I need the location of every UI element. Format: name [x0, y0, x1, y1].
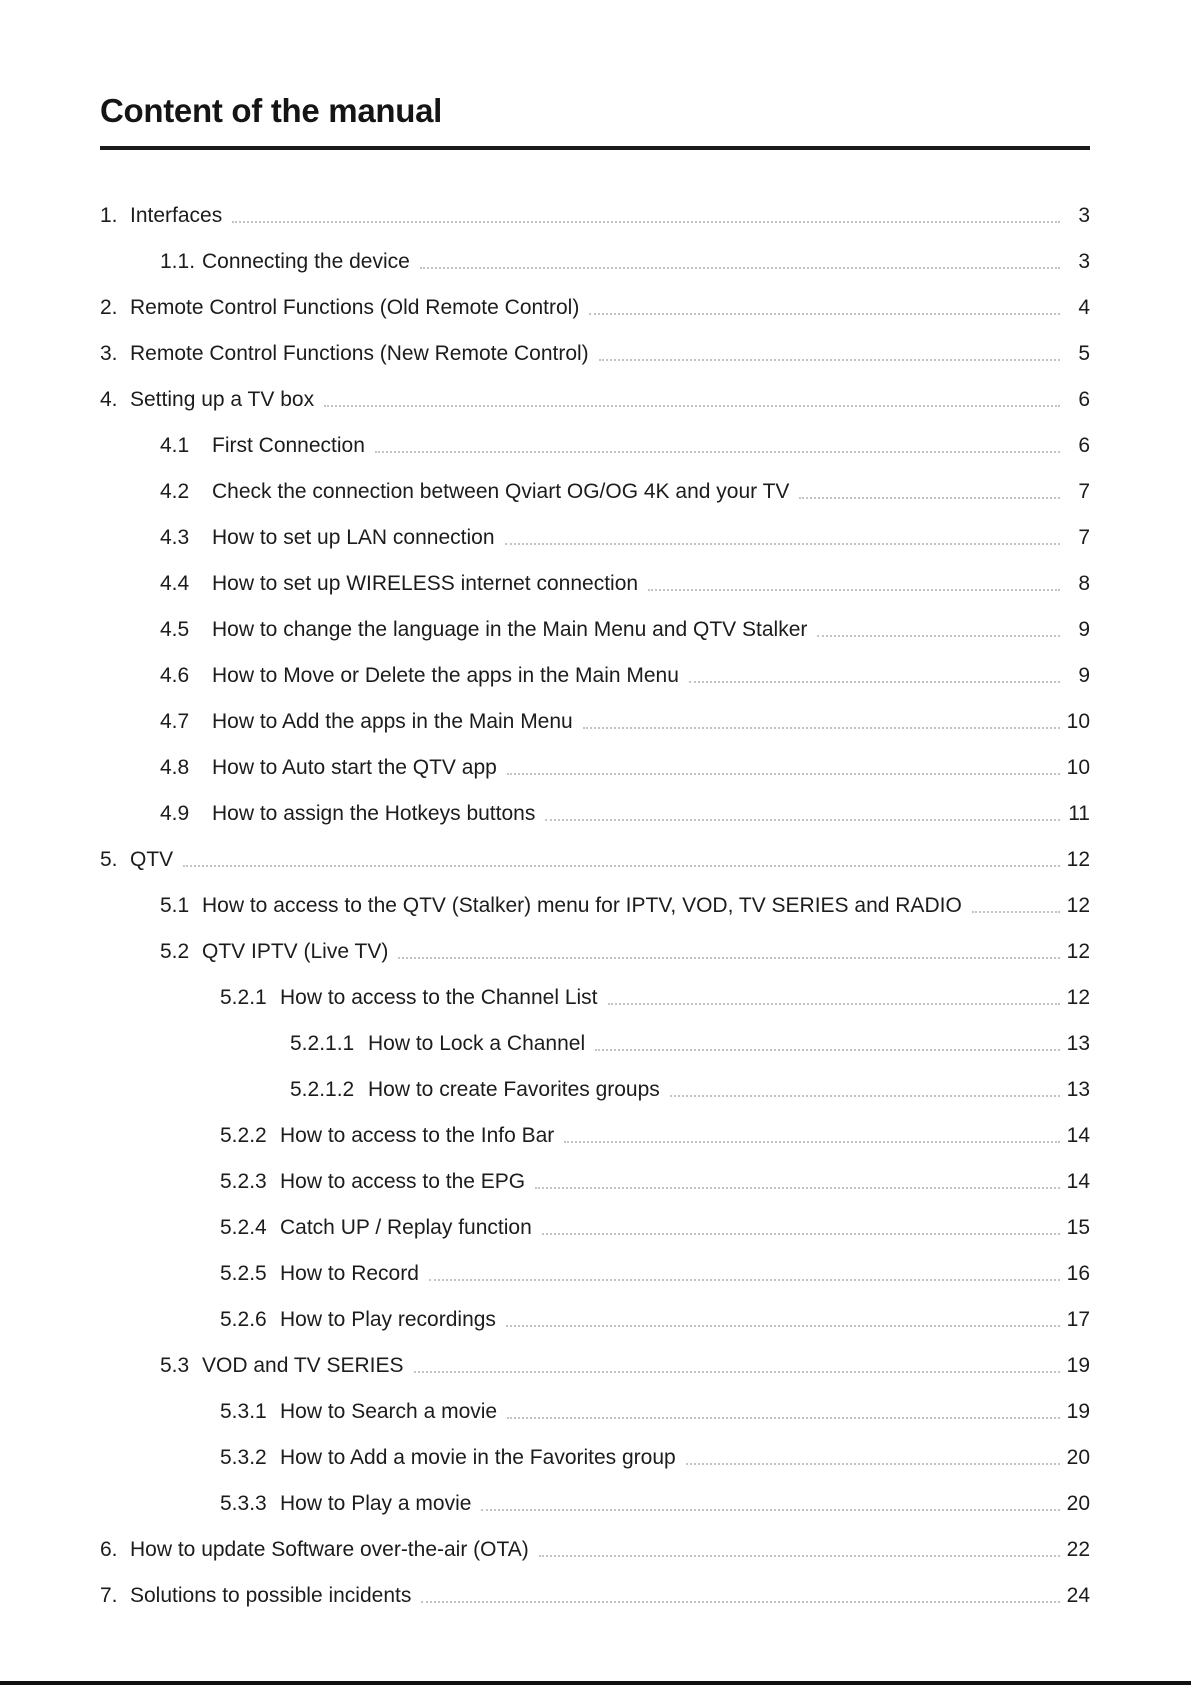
toc-entry-number: 4.8 — [160, 756, 190, 779]
toc-entry-page-number: 19 — [1066, 1354, 1090, 1377]
toc-entry-page-number: 10 — [1066, 710, 1090, 733]
toc-entry-number: 5.2.5 — [220, 1262, 267, 1285]
toc-entry-number: 6. — [100, 1538, 118, 1561]
toc-entry-title: How to Play a movie — [280, 1492, 472, 1515]
toc-entry-title: VOD and TV SERIES — [202, 1354, 404, 1377]
toc-entry-title: How to update Software over-the-air (OTA) — [130, 1538, 529, 1561]
toc-entry-title: How to access to the Info Bar — [280, 1124, 555, 1147]
dot-leader — [324, 377, 1060, 407]
toc-entry[interactable] — [0, 699, 1191, 745]
toc-entry-number: 2. — [100, 296, 118, 319]
toc-entry-number: 5.2 — [160, 940, 190, 963]
toc-entry[interactable] — [0, 1435, 1191, 1481]
toc-entry[interactable] — [0, 285, 1191, 331]
toc-entry[interactable] — [0, 1159, 1191, 1205]
toc-entry-number: 4.5 — [160, 618, 190, 641]
toc-entry-page-number: 20 — [1066, 1446, 1090, 1469]
dot-leader — [599, 331, 1060, 361]
dot-leader — [507, 1389, 1060, 1419]
dot-leader — [595, 1021, 1060, 1051]
dot-leader — [583, 699, 1060, 729]
toc-entry-number: 4.2 — [160, 480, 190, 503]
toc-entry-title: QTV IPTV (Live TV) — [202, 940, 389, 963]
toc-entry-title: How to Add a movie in the Favorites group — [280, 1446, 676, 1469]
toc-entry[interactable] — [0, 745, 1191, 791]
toc-entry-page-number: 14 — [1066, 1170, 1090, 1193]
toc-entry-number: 5.2.1.1 — [290, 1032, 355, 1055]
toc-entry-title: How to create Favorites groups — [368, 1078, 660, 1101]
toc-entry-page-number: 3 — [1078, 250, 1090, 273]
toc-entry-number: 4.9 — [160, 802, 190, 825]
toc-entry[interactable] — [0, 1389, 1191, 1435]
toc-entry-page-number: 12 — [1066, 940, 1090, 963]
toc-entry[interactable] — [0, 975, 1191, 1021]
toc-entry-title: How to access to the EPG — [280, 1170, 526, 1193]
toc-entry-title: First Connection — [212, 434, 365, 457]
dot-leader — [420, 239, 1060, 269]
dot-leader — [564, 1113, 1060, 1143]
toc-entry-title: How to assign the Hotkeys buttons — [212, 802, 536, 825]
toc-entry-title: Remote Control Functions (New Remote Control) — [130, 342, 589, 365]
dot-leader — [542, 1205, 1060, 1235]
toc-entry-number: 4.1 — [160, 434, 190, 457]
toc-entry-page-number: 6 — [1078, 434, 1090, 457]
toc-entry-number: 5.3.2 — [220, 1446, 267, 1469]
toc-entry-page-number: 15 — [1066, 1216, 1090, 1239]
dot-leader — [539, 1527, 1060, 1557]
dot-leader — [421, 1573, 1060, 1603]
toc-entry-title: QTV — [130, 848, 174, 871]
toc-entry-number: 5.2.4 — [220, 1216, 267, 1239]
toc-entry-page-number: 13 — [1066, 1032, 1090, 1055]
toc-entry-number: 4.3 — [160, 526, 190, 549]
toc-entry-number: 5. — [100, 848, 118, 871]
toc-entry-page-number: 6 — [1078, 388, 1090, 411]
toc-entry-number: 5.2.2 — [220, 1124, 267, 1147]
toc-entry[interactable] — [0, 1527, 1191, 1573]
toc-entry[interactable] — [0, 1573, 1191, 1619]
toc-entry[interactable] — [0, 607, 1191, 653]
table-of-contents — [0, 193, 1191, 1619]
dot-leader — [648, 561, 1060, 591]
dot-leader — [183, 837, 1060, 867]
toc-entry[interactable] — [0, 423, 1191, 469]
toc-entry-title: How to set up LAN connection — [212, 526, 495, 549]
toc-entry[interactable] — [0, 1297, 1191, 1343]
toc-entry-page-number: 3 — [1078, 204, 1090, 227]
toc-entry[interactable] — [0, 377, 1191, 423]
dot-leader — [506, 1297, 1060, 1327]
toc-entry[interactable] — [0, 1067, 1191, 1113]
toc-entry-number: 5.3.1 — [220, 1400, 267, 1423]
toc-entry-number: 4.4 — [160, 572, 190, 595]
toc-entry-page-number: 8 — [1078, 572, 1090, 595]
toc-entry-page-number: 7 — [1078, 526, 1090, 549]
toc-entry-page-number: 12 — [1066, 894, 1090, 917]
toc-entry-title: How to Lock a Channel — [368, 1032, 586, 1055]
toc-entry[interactable] — [0, 883, 1191, 929]
toc-entry-title: Remote Control Functions (Old Remote Control) — [130, 296, 580, 319]
toc-entry-title: Interfaces — [130, 204, 223, 227]
toc-entry-title: Connecting the device — [202, 250, 410, 273]
toc-entry-title: How to Move or Delete the apps in the Main Menu — [212, 664, 679, 687]
toc-entry-number: 5.2.1.2 — [290, 1078, 355, 1101]
toc-entry[interactable] — [0, 929, 1191, 975]
toc-entry-title: How to access to the QTV (Stalker) menu for IPTV, VOD, TV SERIES and RADIO — [202, 894, 962, 917]
toc-entry-page-number: 22 — [1066, 1538, 1090, 1561]
toc-entry-title: How to Add the apps in the Main Menu — [212, 710, 573, 733]
toc-entry-number: 5.2.6 — [220, 1308, 267, 1331]
dot-leader — [505, 515, 1061, 545]
toc-entry-page-number: 20 — [1066, 1492, 1090, 1515]
toc-entry-page-number: 11 — [1068, 802, 1090, 825]
dot-leader — [608, 975, 1060, 1005]
toc-entry[interactable] — [0, 1481, 1191, 1527]
toc-entry[interactable] — [0, 791, 1191, 837]
toc-entry-number: 5.2.3 — [220, 1170, 267, 1193]
page-bottom-border — [0, 1681, 1191, 1685]
dot-leader — [670, 1067, 1060, 1097]
toc-entry[interactable] — [0, 561, 1191, 607]
toc-entry-page-number: 7 — [1078, 480, 1090, 503]
toc-entry-title: How to Auto start the QTV app — [212, 756, 497, 779]
toc-entry-page-number: 12 — [1066, 986, 1090, 1009]
dot-leader — [429, 1251, 1060, 1281]
toc-entry-page-number: 9 — [1078, 664, 1090, 687]
toc-entry[interactable] — [0, 1343, 1191, 1389]
dot-leader — [817, 607, 1060, 637]
page-title: Content of the manual — [100, 92, 443, 129]
dot-leader — [799, 469, 1060, 499]
toc-entry-number: 5.3 — [160, 1354, 190, 1377]
toc-entry[interactable] — [0, 515, 1191, 561]
dot-leader — [398, 929, 1060, 959]
toc-entry-title: How to Play recordings — [280, 1308, 496, 1331]
toc-entry-title: How to change the language in the Main Menu and QTV Stalker — [212, 618, 808, 641]
toc-entry-title: How to Search a movie — [280, 1400, 498, 1423]
toc-entry-page-number: 12 — [1066, 848, 1090, 871]
toc-entry-number: 1. — [100, 204, 118, 227]
toc-entry[interactable] — [0, 1021, 1191, 1067]
dot-leader — [689, 653, 1060, 683]
dot-leader — [232, 193, 1060, 223]
toc-entry[interactable] — [0, 193, 1191, 239]
dot-leader — [375, 423, 1060, 453]
dot-leader — [545, 791, 1060, 821]
toc-entry[interactable] — [0, 239, 1191, 285]
toc-entry-number: 4.6 — [160, 664, 190, 687]
dot-leader — [686, 1435, 1060, 1465]
toc-entry-number: 3. — [100, 342, 118, 365]
toc-entry-page-number: 10 — [1066, 756, 1090, 779]
toc-entry-title: Check the connection between Qviart OG/OG 4K and your TV — [212, 480, 790, 503]
toc-entry-number: 1.1. — [160, 250, 196, 273]
dot-leader — [507, 745, 1060, 775]
toc-entry-page-number: 5 — [1078, 342, 1090, 365]
dot-leader — [535, 1159, 1060, 1189]
toc-entry-page-number: 16 — [1066, 1262, 1090, 1285]
toc-entry-page-number: 24 — [1066, 1584, 1090, 1607]
dot-leader — [414, 1343, 1060, 1373]
dot-leader — [481, 1481, 1060, 1511]
toc-entry-number: 4. — [100, 388, 118, 411]
toc-entry-page-number: 14 — [1066, 1124, 1090, 1147]
toc-entry-title: How to Record — [280, 1262, 419, 1285]
toc-entry[interactable] — [0, 469, 1191, 515]
dot-leader — [589, 285, 1060, 315]
toc-entry-number: 4.7 — [160, 710, 190, 733]
toc-entry[interactable] — [0, 1251, 1191, 1297]
toc-entry[interactable] — [0, 837, 1191, 883]
toc-entry[interactable] — [0, 1205, 1191, 1251]
toc-entry-number: 7. — [100, 1584, 118, 1607]
toc-entry-title: How to set up WIRELESS internet connection — [212, 572, 639, 595]
toc-entry-title: Solutions to possible incidents — [130, 1584, 412, 1607]
title-divider — [100, 146, 1090, 150]
dot-leader — [972, 883, 1060, 913]
toc-entry-title: How to access to the Channel List — [280, 986, 598, 1009]
toc-entry-number: 5.3.3 — [220, 1492, 267, 1515]
toc-entry[interactable] — [0, 1113, 1191, 1159]
toc-entry-page-number: 13 — [1066, 1078, 1090, 1101]
toc-entry[interactable] — [0, 331, 1191, 377]
toc-entry-page-number: 4 — [1078, 296, 1090, 319]
toc-entry-number: 5.1 — [160, 894, 190, 917]
toc-entry-title: Setting up a TV box — [130, 388, 315, 411]
toc-entry-title: Catch UP / Replay function — [280, 1216, 532, 1239]
toc-entry[interactable] — [0, 653, 1191, 699]
toc-entry-number: 5.2.1 — [220, 986, 267, 1009]
toc-entry-page-number: 19 — [1066, 1400, 1090, 1423]
toc-entry-page-number: 9 — [1078, 618, 1090, 641]
toc-entry-page-number: 17 — [1066, 1308, 1090, 1331]
